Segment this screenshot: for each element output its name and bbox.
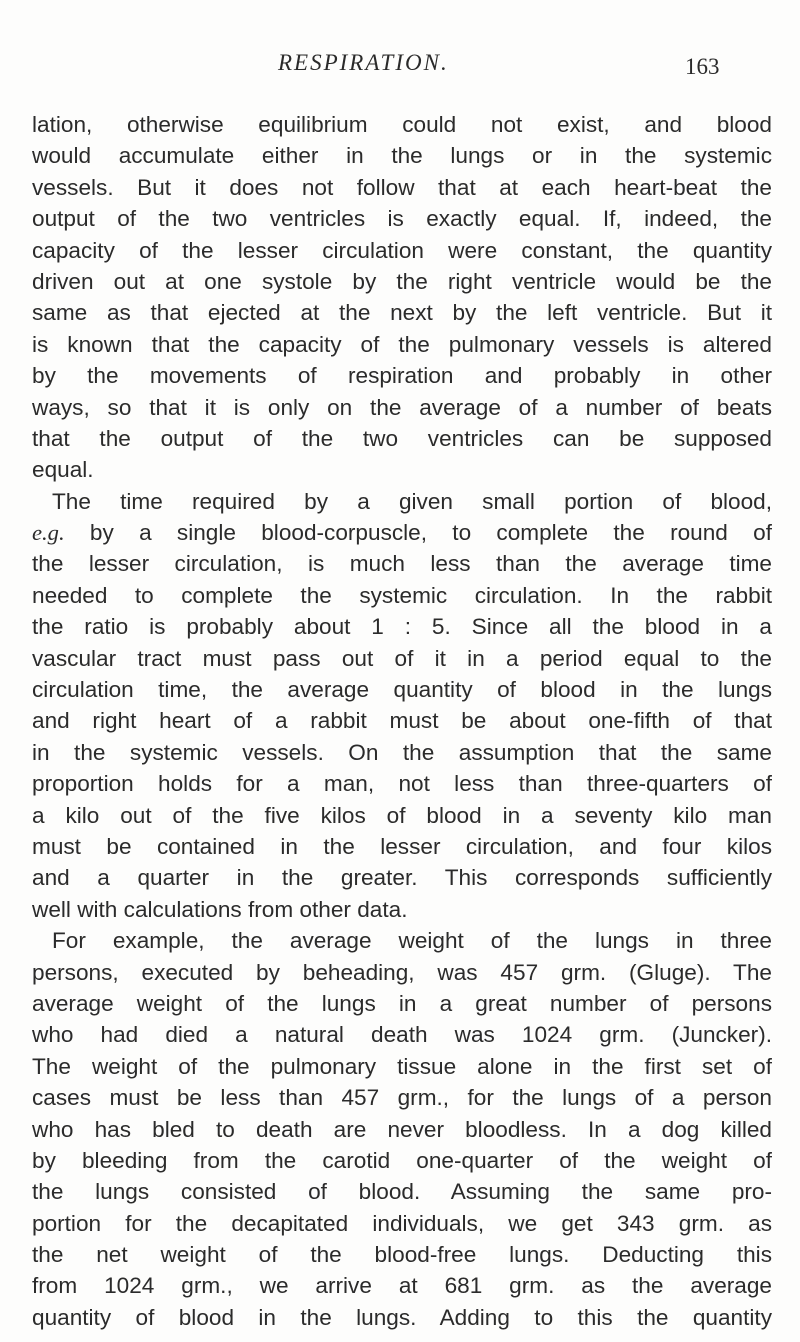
text-line: by bleeding from the carotid one-quarter of the weight of xyxy=(32,1147,772,1173)
text-line: The weight of the pulmonary tissue alone in the first set of xyxy=(32,1053,772,1079)
text-line: and right heart of a rabbit must be about one-fifth of that xyxy=(32,708,772,734)
text-line: persons, executed by beheading, was 457 grm. (Gluge). The xyxy=(32,959,772,985)
text-line: output of the two ventricles is exactly equal. If, indeed, the xyxy=(32,206,772,232)
text-line: vessels. But it does not follow that at each heart-beat the xyxy=(32,174,772,200)
text-line-with-italic xyxy=(32,517,772,548)
text-line: that the output of the two ventricles can be supposed xyxy=(32,425,772,451)
text-line: by the movements of respiration and probably in other xyxy=(32,363,772,389)
running-header xyxy=(0,50,800,86)
body-text xyxy=(32,109,772,1333)
text-line: the net weight of the blood-free lungs. Deducting this xyxy=(32,1242,772,1268)
text-line: vascular tract must pass out of it in a period equal to the xyxy=(32,645,772,671)
text-line: proportion holds for a man, not less than three-quarters of xyxy=(32,771,772,797)
text-line: who had died a natural death was 1024 grm. (Juncker). xyxy=(32,1022,772,1048)
text-line: is known that the capacity of the pulmonary vessels is altered xyxy=(32,331,772,357)
text-line: quantity of blood in the lungs. Adding to this the quantity xyxy=(32,1304,772,1330)
text-line: a kilo out of the five kilos of blood in a seventy kilo man xyxy=(32,802,772,828)
text-line-rest: by a single blood-corpuscle, to complete the round of xyxy=(89,520,772,546)
text-line: would accumulate either in the lungs or in the systemic xyxy=(32,143,772,169)
text-line: cases must be less than 457 grm., for the lungs of a person xyxy=(32,1085,772,1111)
italic-abbreviation: e.g. xyxy=(32,520,65,546)
text-line: The time required by a given small portion of blood, xyxy=(52,488,772,514)
text-line: equal. xyxy=(32,457,94,483)
text-line: from 1024 grm., we arrive at 681 grm. as the average xyxy=(32,1273,772,1299)
text-line: capacity of the lesser circulation were constant, the quantity xyxy=(32,237,772,263)
page-number: 163 xyxy=(685,54,720,79)
text-line: must be contained in the lesser circulation, and four kilos xyxy=(32,833,772,859)
text-line: portion for the decapitated individuals, we get 343 grm. as xyxy=(32,1210,772,1236)
text-line: and a quarter in the greater. This corresponds sufficiently xyxy=(32,865,772,891)
text-line: same as that ejected at the next by the left ventricle. But it xyxy=(32,300,772,326)
text-line: who has bled to death are never bloodless. In a dog killed xyxy=(32,1116,772,1142)
running-title: RESPIRATION. xyxy=(278,50,449,75)
text-line: lation, otherwise equilibrium could not exist, and blood xyxy=(32,112,772,137)
text-line: the lesser circulation, is much less than the average time xyxy=(32,551,772,577)
paragraph-3 xyxy=(32,925,772,1333)
paragraph-1 xyxy=(32,109,772,486)
text-line: ways, so that it is only on the average of a number of beats xyxy=(32,394,772,420)
text-line: well with calculations from other data. xyxy=(32,896,408,922)
text-line: needed to complete the systemic circulation. In the rabbit xyxy=(32,582,772,608)
text-line: For example, the average weight of the lungs in three xyxy=(52,928,772,954)
paragraph-2 xyxy=(32,486,772,925)
text-line: in the systemic vessels. On the assumption that the same xyxy=(32,739,772,765)
text-line: driven out at one systole by the right ventricle would be the xyxy=(32,268,772,294)
text-line: the ratio is probably about 1 : 5. Since all the blood in a xyxy=(32,614,772,640)
text-line: circulation time, the average quantity of blood in the lungs xyxy=(32,677,772,703)
text-line: the lungs consisted of blood. Assuming the same pro- xyxy=(32,1179,772,1205)
text-line: average weight of the lungs in a great number of persons xyxy=(32,990,772,1016)
